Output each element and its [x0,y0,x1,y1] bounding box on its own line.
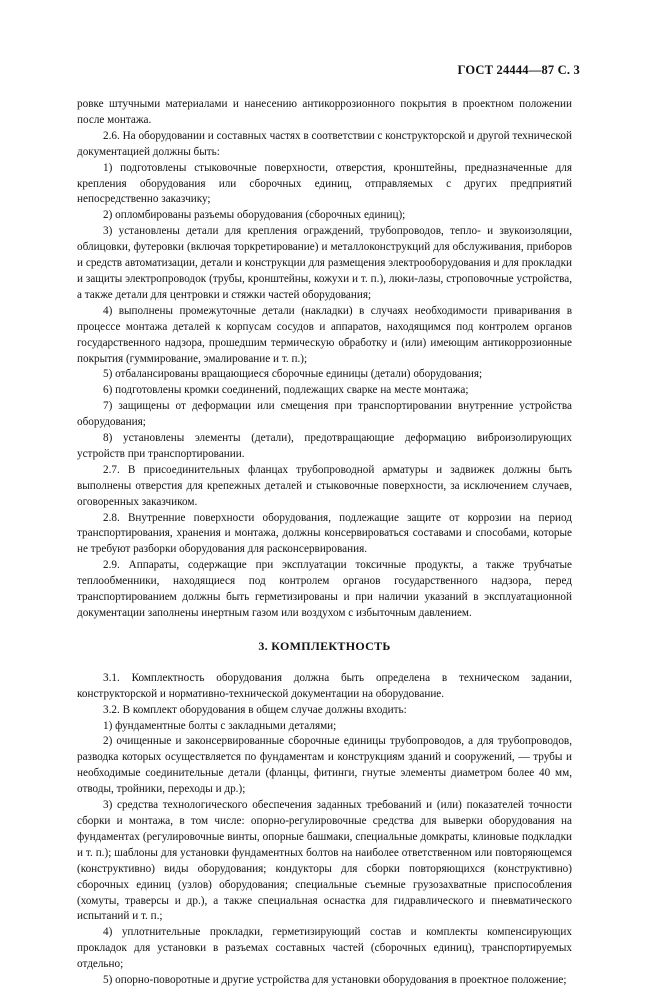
list-item: 2) опломбированы разъемы оборудования (сборочных единиц); [103,209,406,222]
list-item: 3) установлены детали для крепления ограждений, трубопроводов, тепло- и звукоизоляции, облицовки, футеровки (включая торкретирование) и металлоконструкций для обслуживания, приборов и средств автоматизации, детали и конструкции для размещения электрооборудования и для прокладки и защиты электропроводок (трубы, кронштейны, кожухи и т. п.), люки-лазы, строповочные устройства, а также детали для центровки и стяжки частей оборудования; [77,225,572,301]
section-title: 3. КОМПЛЕКТНОСТЬ [258,638,391,653]
list-item: 8) установлены элементы (детали), предотвращающие деформацию виброизолирующих устройств при транспортировании. [77,432,572,460]
list-item: 2) очищенные и законсервированные сборочные единицы трубопроводов, а для трубопроводов, разводка которых осуществляется по фундаментам и конструкциям зданий и сооружений, — трубы и необходимые соединительные детали (фланцы, фитинги, гнутые элементы диаметром более 40 мм, отводы, тройники, переходы и др.); [77,735,572,796]
paragraph-3-1: 3.1. Комплектность оборудования должна быть определена в техническом задании, конструкторской и нормативно-технической документации на оборудование. [77,671,572,700]
list-item: 6) подготовлены кромки соединений, подлежащих сварке на месте монтажа; [103,384,469,397]
paragraph-2-8: 2.8. Внутренние поверхности оборудования, подлежащие защите от коррозии на период транспортирования, хранения и монтажа, должны консервироваться составами и способами, которые не требуют разборки оборудования для расконсервирования. [77,511,572,556]
list-item: 5) опорно-поворотные и другие устройства для установки оборудования в проектное положение; [103,974,567,987]
list-item: 4) уплотнительные прокладки, герметизирующий состав и комплекты компенсирующих прокладок для установки в разъемах составных частей (сборочных единиц), транспортируемых отдельно; [77,926,572,971]
paragraph-2-9: 2.9. Аппараты, содержащие при эксплуатации токсичные продукты, а также трубчатые теплообменники, находящиеся под контролем органов государственного надзора, перед транспортированием должны быть герметизированы и при наличии указаний в эксплуатационной документации заполнены инертным газом или воздухом с избыточным давлением. [77,559,572,619]
list-item: 1) фундаментные болты с закладными деталями; [103,719,337,732]
list-item: 1) подготовлены стыковочные поверхности, отверстия, кронштейны, предназначенные для крепления оборудования или сборочных единиц, отправляемых с других предприятий непосредственно заказчику; [77,161,572,206]
document-body [77,97,572,989]
paragraph-3-2: 3.2. В комплект оборудования в общем случае должны входить: [103,703,407,716]
list-item: 5) отбалансированы вращающиеся сборочные единицы (детали) оборудования; [103,368,483,381]
list-item: 4) выполнены промежуточные детали (накладки) в случаях необходимости приваривания в процессе монтажа деталей к корпусам сосудов и аппаратов, находящимся под контролем органов государственного надзора, прошедшим термическую обработку и (или) имеющим антикоррозионные покрытия (гуммирование, эмалирование и т. п.); [77,304,572,365]
list-item: 7) защищены от деформации или смещения при транспортировании внутренние устройства оборудования; [77,400,572,429]
paragraph-2-6: 2.6. На оборудовании и составных частях в соответствии с конструкторской и другой технической документацией должны быть: [77,129,572,158]
page-header: ГОСТ 24444—87 С. 3 [457,63,580,77]
paragraph-continuation: ровке штучными материалами и нанесению антикоррозионного покрытия в проектном положении после монтажа. [77,98,572,126]
list-item: 3) средства технологического обеспечения заданных требований и (или) показателей точности сборки и монтажа, в том числе: опорно-регулировочные средства для выверки оборудования на фундаментах (регулировочные винты, опорные башмаки, специальные домкраты, клиновые подкладки и т. п.); шаблоны для установки фундаментных болтов на наиболее ответственном или повторяющемся (конструктивно) виды оборудования; кондукторы для сборки повторяющихся (конструктивно) сборочных единиц (узлов) оборудования; специальные съемные грузозахватные приспособления (хомуты, траверсы и др.), а также специальная оснастка для гидравлического и пневматического испытаний и т. п.; [77,799,572,923]
paragraph-2-7: 2.7. В присоединительных фланцах трубопроводной арматуры и задвижек должны быть выполнены отверстия для крепежных деталей и стыковочные поверхности, за исключением случаев, оговоренных заказчиком. [77,463,572,508]
